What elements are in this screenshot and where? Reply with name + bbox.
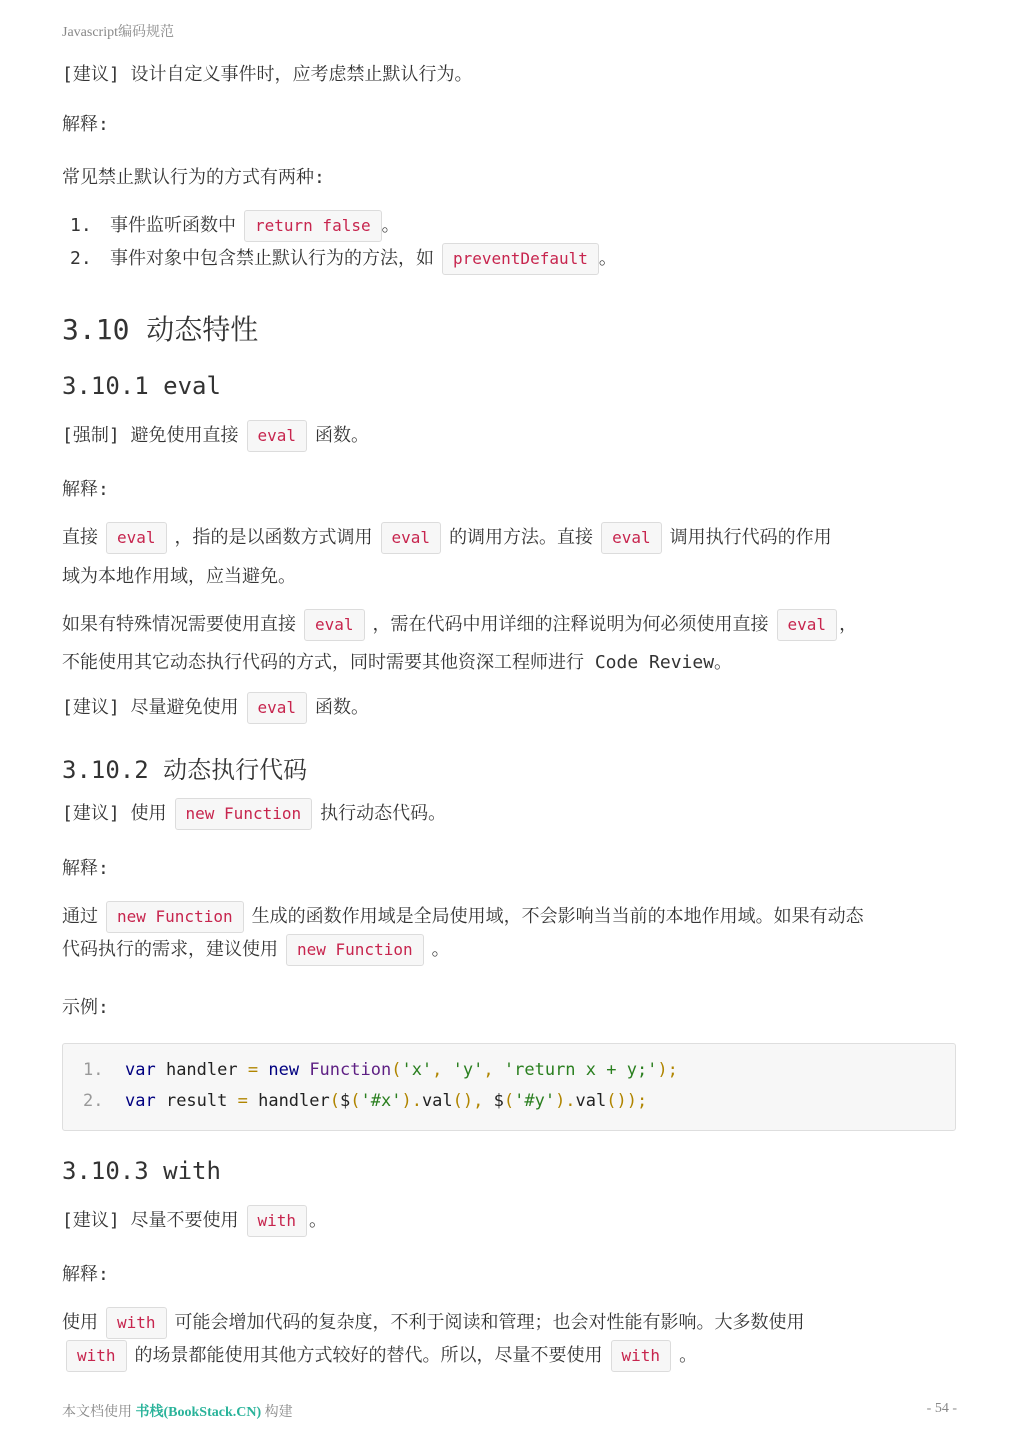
inline-code: return false: [244, 210, 382, 242]
code-line: 2. var result = handler($('#x').val(), $('#y').val());: [83, 1091, 648, 1111]
para-text: ，需在代码中用详细的注释说明为何必须使用直接: [372, 614, 769, 635]
rule-text-end: 。: [309, 1210, 328, 1231]
para-text: ，指的是以函数方式调用: [174, 527, 373, 548]
inline-code: eval: [601, 522, 662, 554]
inline-code: new Function: [175, 798, 313, 830]
inline-code: with: [247, 1205, 308, 1237]
para-text: 通过: [62, 906, 98, 927]
rule-custom-event: [建议] 设计自定义事件时，应考虑禁止默认行为。: [62, 64, 473, 85]
para-text: 如果有特殊情况需要使用直接: [62, 614, 296, 635]
list-number: 1.: [70, 215, 92, 236]
inline-code: eval: [777, 609, 838, 641]
list-item: [62, 243, 617, 275]
inline-code: new Function: [106, 901, 244, 933]
footer-prefix: 本文档使用: [62, 1405, 132, 1420]
paragraph-direct-eval-line2: 域为本地作用域，应当避免。: [62, 566, 296, 587]
rule-text-end: 函数。: [315, 425, 370, 446]
para-text: 。: [679, 1345, 698, 1366]
list-text-end: 。: [598, 248, 617, 269]
line-number: 2.: [83, 1091, 104, 1111]
rule-text: [建议] 使用: [62, 803, 167, 824]
explain-label: 解释:: [62, 479, 109, 500]
para-text: ，: [839, 614, 858, 635]
rule-eval-forbid: [62, 420, 369, 452]
rule-new-function: [62, 798, 446, 830]
footer-suffix: 构建: [264, 1405, 293, 1420]
para-text: 代码执行的需求，建议使用: [62, 939, 278, 960]
rule-text: [建议] 尽量避免使用: [62, 697, 239, 718]
inline-code: with: [611, 1340, 672, 1372]
rule-text-end: 执行动态代码。: [320, 803, 447, 824]
inline-code: with: [66, 1340, 127, 1372]
code-block: [62, 1043, 956, 1131]
rule-with: [62, 1205, 327, 1237]
inline-code: preventDefault: [442, 243, 599, 275]
rule-text-end: 函数。: [315, 697, 370, 718]
rule-eval-avoid: [62, 692, 369, 724]
para-text: 。: [431, 939, 450, 960]
paragraph-direct-eval: [62, 522, 832, 554]
page-header: Javascript编码规范: [62, 25, 174, 40]
list-text: 事件监听函数中: [110, 215, 236, 236]
inline-code: with: [106, 1307, 167, 1339]
code-line: 1. var handler = new Function('x', 'y', 'return x + y;');: [83, 1060, 678, 1080]
explain-label: 解释:: [62, 114, 109, 135]
example-label: 示例:: [62, 997, 109, 1018]
inline-code: eval: [247, 692, 308, 724]
paragraph-special-case-line2: 不能使用其它动态执行代码的方式，同时需要其他资深工程师进行 Code Review。: [62, 652, 733, 673]
rule-text: [强制] 避免使用直接: [62, 425, 239, 446]
line-number: 1.: [83, 1060, 104, 1080]
para-text: 可能会增加代码的复杂度，不利于阅读和管理；也会对性能有影响。大多数使用: [174, 1312, 805, 1333]
inline-code: eval: [304, 609, 365, 641]
list-item: [62, 210, 400, 242]
paragraph-new-function-line2: [62, 934, 450, 966]
para-text: 的场景都能使用其他方式较好的替代。所以，尽量不要使用: [134, 1345, 603, 1366]
subsection-heading-eval: 3.10.1 eval: [62, 372, 221, 400]
para-text: 直接: [62, 527, 98, 548]
ways-intro: 常见禁止默认行为的方式有两种:: [62, 167, 325, 188]
paragraph-new-function: [62, 901, 864, 933]
rule-text: [建议] 尽量不要使用: [62, 1210, 239, 1231]
inline-code: new Function: [286, 934, 424, 966]
section-heading: 3.10 动态特性: [62, 313, 259, 346]
explain-label: 解释:: [62, 1264, 109, 1285]
paragraph-with: [62, 1307, 805, 1339]
page-number: - 54 -: [926, 1401, 957, 1416]
explain-label: 解释:: [62, 858, 109, 879]
para-text: 的调用方法。直接: [449, 527, 594, 548]
list-text-end: 。: [381, 215, 400, 236]
footer-brand-link[interactable]: 书栈(BookStack.CN): [135, 1405, 262, 1420]
paragraph-special-case: [62, 609, 857, 641]
para-text: 使用: [62, 1312, 98, 1333]
subsection-heading-with: 3.10.3 with: [62, 1157, 221, 1185]
inline-code: eval: [247, 420, 308, 452]
subsection-heading-dynamic: 3.10.2 动态执行代码: [62, 756, 308, 784]
inline-code: eval: [106, 522, 167, 554]
para-text: 生成的函数作用域是全局使用域，不会影响当当前的本地作用域。如果有动态: [251, 906, 864, 927]
inline-code: eval: [381, 522, 442, 554]
list-text: 事件对象中包含禁止默认行为的方法，如: [110, 248, 434, 269]
page-footer: [62, 1401, 957, 1421]
paragraph-with-line2: [62, 1340, 697, 1372]
para-text: 调用执行代码的作用: [669, 527, 832, 548]
list-number: 2.: [70, 248, 92, 269]
